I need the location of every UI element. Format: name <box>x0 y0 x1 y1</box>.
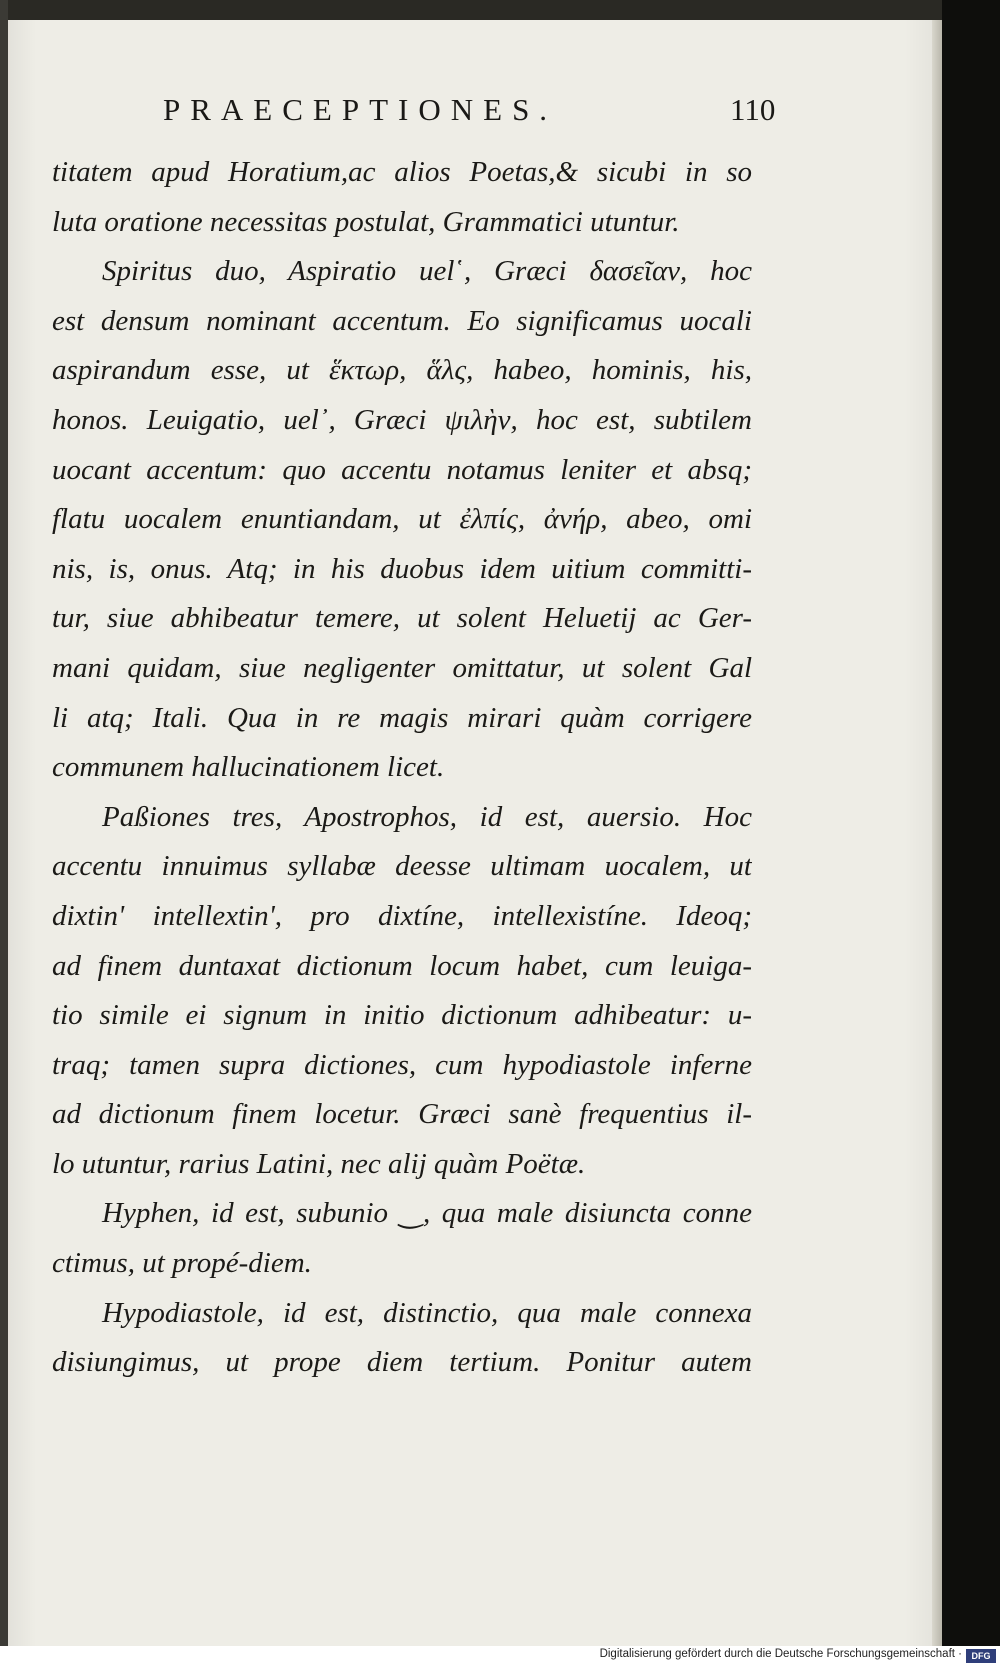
footer-credit: Digitalisierung gefördert durch die Deutsche Forschungsgemeinschaft · <box>599 1648 962 1660</box>
text-line: disiungimus, ut prope diem tertium. Ponitur autem <box>52 1346 752 1379</box>
running-title: PRAECEPTIONES. <box>163 92 558 127</box>
footer-bar <box>0 1646 1000 1666</box>
text-line: traq; tamen supra dictiones, cum hypodiastole inferne <box>52 1048 752 1081</box>
text-line: Hypodiastole, id est, distinctio, qua male connexa <box>102 1296 752 1329</box>
text-line: ctimus, ut propé-diem. <box>52 1247 312 1280</box>
text-line: Spiritus duo, Aspiratio uel῾, Græci δασεῖαν, hoc <box>102 255 752 288</box>
text-line: ad finem duntaxat dictionum locum habet, cum leuiga- <box>52 949 752 982</box>
text-line: uocant accentum: quo accentu notamus leniter et absq; <box>52 453 752 486</box>
text-line: dixtin' intellextin', pro dixtíne, intellexistíne. Ideoq; <box>52 899 752 932</box>
text-line: aspirandum esse, ut ἕκτωρ, ἅλς, habeo, hominis, his, <box>52 354 752 387</box>
text-line: titatem apud Horatium,ac alios Poetas,& sicubi in so <box>52 156 752 188</box>
text-line: Hyphen, id est, subunio ‿, qua male disiuncta conne <box>102 1197 752 1230</box>
scan-right-border <box>942 0 1000 1666</box>
text-line: communem hallucinationem licet. <box>52 751 445 784</box>
text-line: Paßiones tres, Apostrophos, id est, auersio. Hoc <box>102 800 752 833</box>
dfg-logo: DFG <box>966 1649 996 1663</box>
text-line: accentu innuimus syllabæ deesse ultimam uocalem, ut <box>52 850 752 883</box>
body-text <box>52 148 752 1388</box>
text-line: tio simile ei signum in initio dictionum adhibeatur: u- <box>52 999 752 1032</box>
page-edge <box>932 20 942 1646</box>
scan-left-border <box>0 0 8 1666</box>
scan-top-border <box>0 0 1000 22</box>
text-line: lo utuntur, rarius Latini, nec alij quàm Poëtæ. <box>52 1147 586 1180</box>
page-number: 110 <box>730 92 776 127</box>
text-line: ad dictionum finem locetur. Græci sanè frequentius il- <box>52 1098 752 1131</box>
text-line: mani quidam, siue negligenter omittatur, ut solent Gal <box>52 651 752 684</box>
text-line: li atq; Itali. Qua in re magis mirari quàm corrigere <box>52 701 752 734</box>
text-line: nis, is, onus. Atq; in his duobus idem uitium committi- <box>52 552 752 585</box>
text-line: tur, siue abhibeatur temere, ut solent Heluetij ac Ger- <box>52 602 752 635</box>
text-line: est densum nominant accentum. Eo significamus uocali <box>52 304 752 337</box>
text-line: honos. Leuigatio, uel᾿, Græci ψιλὴν, hoc est, subtilem <box>52 403 752 436</box>
text-line: luta oratione necessitas postulat, Grammatici utuntur. <box>52 205 680 238</box>
text-line: flatu uocalem enuntiandam, ut ἐλπίς, ἀνήρ, abeo, omi <box>52 503 752 536</box>
